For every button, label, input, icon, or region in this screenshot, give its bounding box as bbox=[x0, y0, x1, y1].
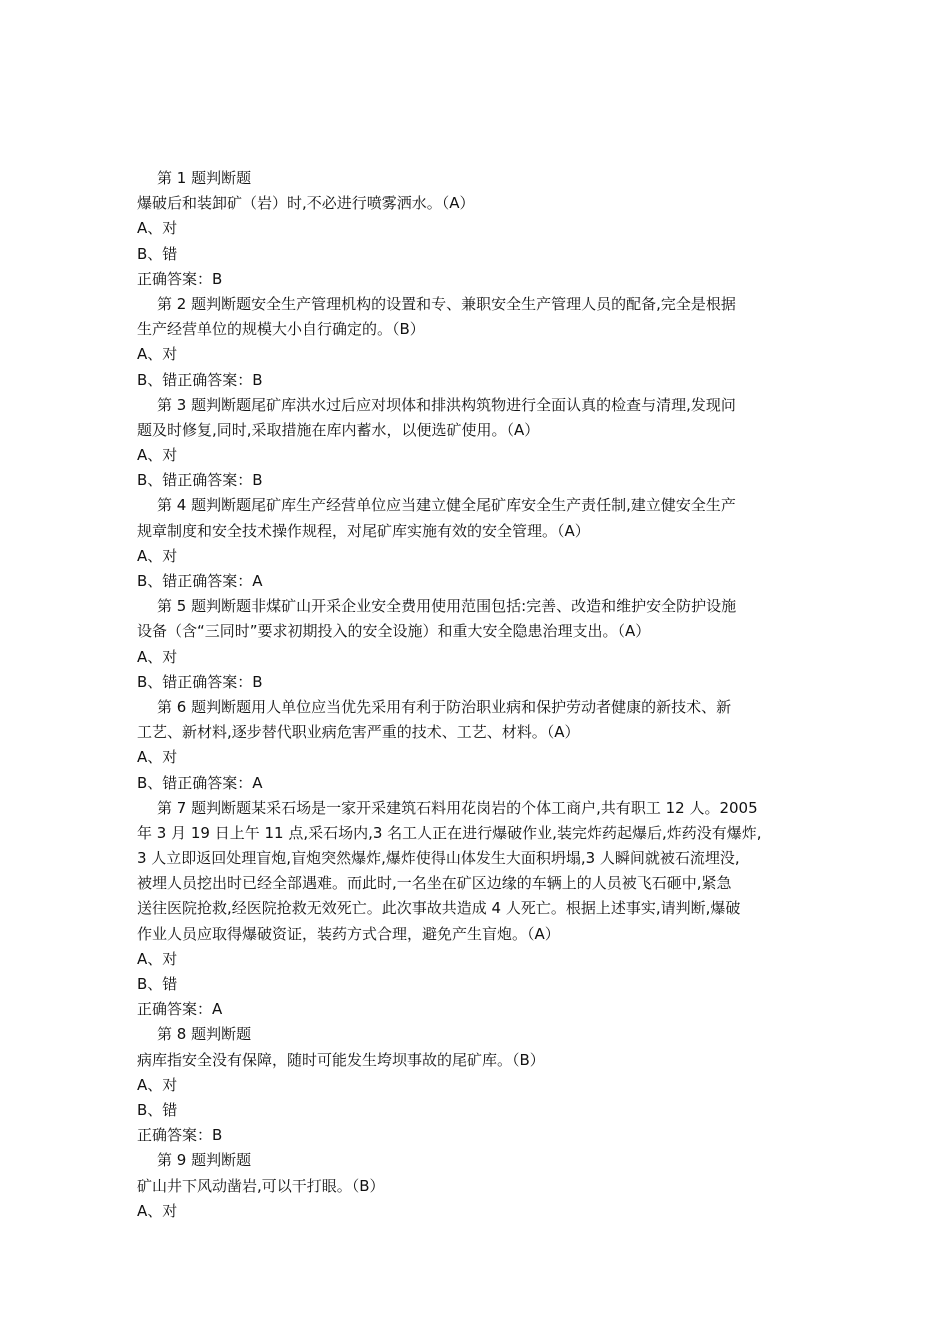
question-1-option-a: A、对 bbox=[137, 219, 178, 238]
question-6-option-b-answer: B、错正确答案：A bbox=[137, 773, 263, 792]
question-3-option-a: A、对 bbox=[137, 446, 178, 465]
question-3-option-b-answer: B、错正确答案：B bbox=[137, 471, 263, 490]
question-7-text-line-4: 送往医院抢救,经医院抢救无效死亡。此次事故共造成 4 人死亡。根据上述事实,请判断,爆破 bbox=[137, 899, 741, 918]
question-6-text: 工艺、新材料,逐步替代职业病危害严重的技术、工艺、材料。（A） bbox=[137, 723, 580, 742]
question-1-title: 第 1 题判断题 bbox=[157, 169, 252, 187]
question-7-text-line-2: 3 人立即返回处理盲炮,盲炮突然爆炸,爆炸使得山体发生大面积坍塌,3 人瞬间就被石流埋没, bbox=[137, 849, 740, 868]
question-9-option-a: A、对 bbox=[137, 1201, 178, 1220]
question-5-option-b-answer: B、错正确答案：B bbox=[137, 672, 263, 691]
question-1-answer: 正确答案：B bbox=[137, 269, 223, 288]
question-7-text-line-1: 年 3 月 19 日上午 11 点,采石场内,3 名工人正在进行爆破作业,装完炸药起爆后,炸药没有爆炸, bbox=[137, 823, 762, 842]
question-8-option-a: A、对 bbox=[137, 1075, 178, 1094]
question-8-title: 第 8 题判断题 bbox=[157, 1025, 252, 1044]
question-8-text: 病库指安全没有保障，随时可能发生垮坝事故的尾矿库。（B） bbox=[137, 1050, 545, 1069]
question-4-text: 规章制度和安全技术操作规程，对尾矿库实施有效的安全管理。（A） bbox=[137, 521, 590, 540]
question-4-option-a: A、对 bbox=[137, 546, 178, 565]
question-2-option-a: A、对 bbox=[137, 345, 178, 364]
question-6-title: 第 6 题判断题用人单位应当优先采用有利于防治职业病和保护劳动者健康的新技术、新 bbox=[157, 697, 732, 716]
question-2-option-b-answer: B、错正确答案：B bbox=[137, 370, 263, 389]
question-4-option-b-answer: B、错正确答案：A bbox=[137, 572, 263, 590]
question-9-title: 第 9 题判断题 bbox=[157, 1151, 252, 1170]
question-3-title: 第 3 题判断题尾矿库洪水过后应对坝体和排洪构筑物进行全面认真的检查与清理,发现问 bbox=[157, 395, 736, 414]
question-8-answer: 正确答案：B bbox=[137, 1126, 223, 1145]
question-7-option-b: B、错 bbox=[137, 975, 178, 993]
question-7-text-line-5: 作业人员应取得爆破资证，装药方式合理，避免产生盲炮。（A） bbox=[137, 924, 560, 943]
question-7-title: 第 7 题判断题某采石场是一家开采建筑石料用花岗岩的个体工商户,共有职工 12 人。2005 bbox=[157, 798, 758, 817]
question-2-title: 第 2 题判断题安全生产管理机构的设置和专、兼职安全生产管理人员的配备,完全是根据 bbox=[157, 294, 736, 313]
question-3-text: 题及时修复,同时,采取措施在库内蓄水，以便选矿使用。（A） bbox=[137, 420, 540, 439]
question-7-text-line-3: 被埋人员挖出时已经全部遇难。而此时,一名坐在矿区边缘的车辆上的人员被飞石砸中,紧急 bbox=[137, 874, 732, 893]
question-5-text: 设备（含“三同时”要求初期投入的安全设施）和重大安全隐患治理支出。（A） bbox=[137, 622, 651, 641]
question-1-option-b: B、错 bbox=[137, 244, 178, 263]
question-2-text: 生产经营单位的规模大小自行确定的。（B） bbox=[137, 320, 425, 339]
question-5-title: 第 5 题判断题非煤矿山开采企业安全费用使用范围包括:完善、改造和维护安全防护设施 bbox=[157, 597, 737, 616]
question-7-answer: 正确答案：A bbox=[137, 1000, 223, 1019]
question-5-option-a: A、对 bbox=[137, 647, 178, 666]
document-page bbox=[137, 166, 817, 1224]
question-6-option-a: A、对 bbox=[137, 748, 178, 767]
question-8-option-b: B、错 bbox=[137, 1100, 178, 1119]
question-9-text: 矿山井下风动凿岩,可以干打眼。（B） bbox=[137, 1176, 385, 1195]
question-1-text: 爆破后和装卸矿（岩）时,不必进行喷雾洒水。（A） bbox=[137, 194, 475, 213]
question-7-option-a: A、对 bbox=[137, 949, 178, 968]
question-4-title: 第 4 题判断题尾矿库生产经营单位应当建立健全尾矿库安全生产责任制,建立健安全生产 bbox=[157, 496, 736, 515]
